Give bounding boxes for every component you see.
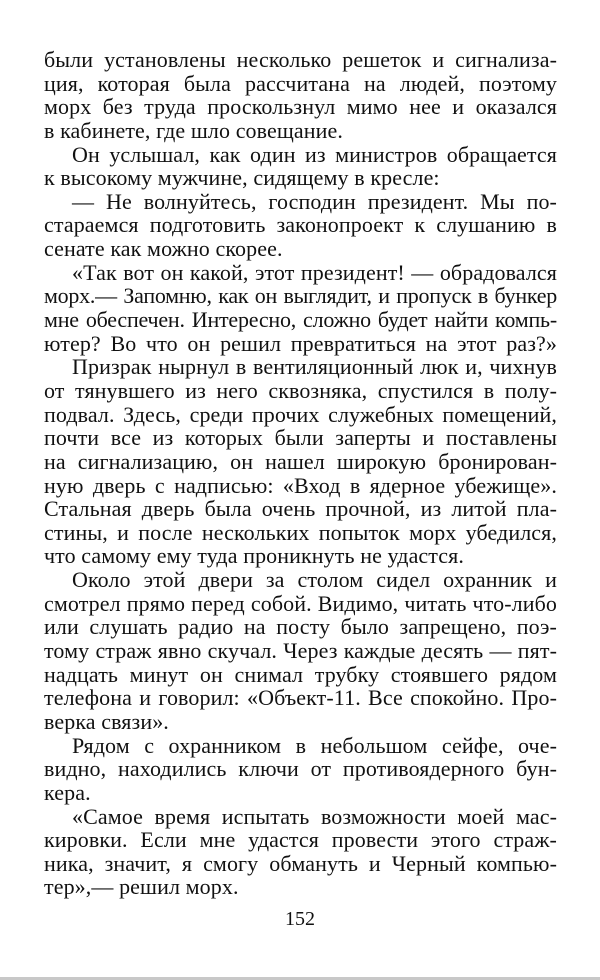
- page-body-text: [44, 48, 557, 899]
- text-line: кировки. Если мне удастся провести этого страж-: [44, 827, 557, 853]
- text-line: тому страж явно скучал. Через каждые десять — пят-: [44, 638, 557, 664]
- text-line: надцать минут он снимал трубку стоявшего рядом: [44, 661, 557, 687]
- text-line: в кабинете, где шло совещание.: [44, 117, 344, 143]
- text-line: были установлены несколько решеток и сигнализа-: [44, 47, 557, 72]
- text-line: Призрак нырнул в вентиляционный люк и, чихнув: [72, 354, 557, 380]
- text-line: мне обеспечен. Интересно, сложно будет найти компь-: [44, 307, 557, 333]
- text-line: «Самое время испытать возможности моей мас-: [72, 803, 557, 829]
- text-line: ютер? Во что он решил превратиться на этот раз?»: [44, 330, 557, 356]
- text-line: почти все из которых были заперты и поставлены: [44, 425, 557, 451]
- text-line: от тянувшего из него сквозняка, спустился в полу-: [44, 377, 557, 403]
- page-number: 152: [285, 908, 315, 930]
- text-line: Он услышал, как один из министров обращается: [72, 141, 557, 167]
- text-line: ника, значит, я смогу обмануть и Черный компью-: [44, 850, 557, 876]
- text-line: морх.— Запомню, как он выглядит, и пропуск в бункер: [44, 283, 557, 309]
- text-line: что самому ему туда проникнуть не удастся.: [44, 543, 464, 569]
- text-line: смотрел прямо перед собой. Видимо, читать что-либо: [44, 590, 557, 616]
- text-line: Рядом с охранником в небольшом сейфе, оче-: [72, 732, 557, 758]
- text-line: — Не волнуйтесь, господин президент. Мы по-: [72, 188, 557, 214]
- text-line: телефона и говорил: «Объект-11. Все спокойно. Про-: [44, 685, 557, 711]
- text-line: Около этой двери за столом сидел охранник и: [72, 567, 557, 593]
- text-line: тер»,— решил морх.: [44, 874, 239, 900]
- text-line: Стальная дверь была очень прочной, из литой пла-: [44, 496, 557, 522]
- text-line: подвал. Здесь, среди прочих служебных помещений,: [44, 401, 557, 427]
- text-line: стараемся подготовить законопроект к слушанию в: [44, 212, 557, 238]
- text-line: «Так вот он какой, этот президент! — обрадовался: [72, 259, 557, 285]
- text-line: морх без труда проскользнул мимо нее и оказался: [44, 94, 557, 120]
- text-line: на сигнализацию, он нашел широкую бронирован-: [44, 448, 557, 474]
- text-line: сенате как можно скорее.: [44, 236, 283, 262]
- text-line: ция, которая была рассчитана на людей, поэтому: [44, 70, 557, 96]
- text-line: к высокому мужчине, сидящему в кресле:: [44, 165, 440, 191]
- text-line: видно, находились ключи от противоядерного бун-: [44, 756, 557, 782]
- text-line: ную дверь с надписью: «Вход в ядерное убежище».: [44, 472, 557, 498]
- text-line: стины, и после нескольких попыток морх убедился,: [44, 519, 557, 545]
- text-line: верка связи».: [44, 708, 169, 734]
- text-line: кера.: [44, 779, 91, 805]
- text-line: или слушать радио на посту было запрещено, поэ-: [44, 614, 557, 640]
